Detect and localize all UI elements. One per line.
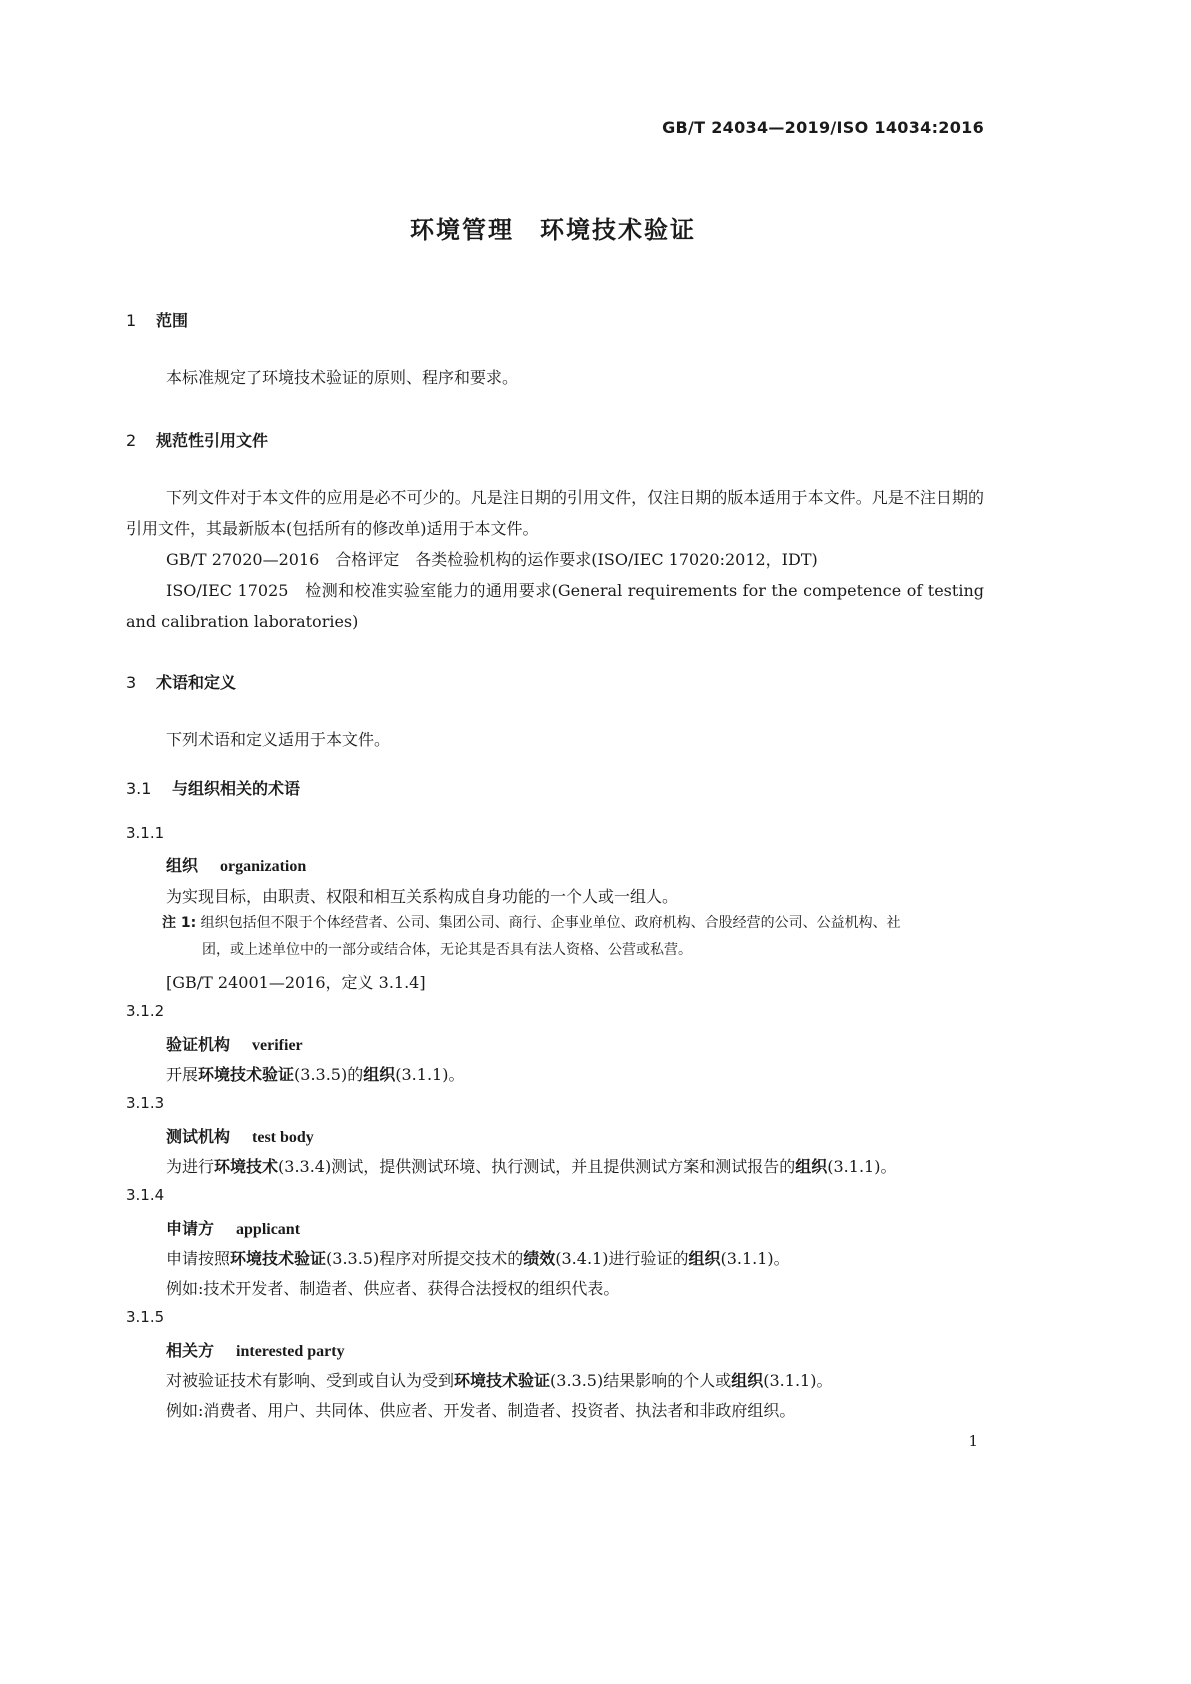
clause-number: 3.1.2: [126, 1002, 165, 1020]
subsection-number: 3.1: [126, 779, 152, 798]
definition-text: 对被验证技术有影响、受到或自认为受到: [166, 1371, 455, 1390]
term-definition: [166, 1154, 984, 1177]
subsection-title: 与组织相关的术语: [172, 779, 301, 798]
definition-text: (3.1.1)。: [395, 1065, 465, 1084]
section-1-paragraph: 本标准规定了环境技术验证的原则、程序和要求。: [166, 368, 519, 387]
clause-number: 3.1.5: [126, 1308, 165, 1326]
cross-ref-term: 环境技术: [214, 1157, 279, 1176]
definition-text: (3.1.1)。: [827, 1157, 897, 1176]
term-zh: 验证机构: [166, 1035, 231, 1054]
term-zh: 申请方: [166, 1219, 215, 1238]
term-en: interested party: [236, 1343, 345, 1360]
clause-number: 3.1.3: [126, 1094, 165, 1112]
term-zh: 相关方: [166, 1341, 215, 1360]
definition-text: 为进行: [166, 1157, 215, 1176]
definition-text: (3.3.5)的: [294, 1065, 364, 1084]
term-source: [GB/T 24001—2016，定义 3.1.4]: [166, 973, 426, 992]
section-title: 范围: [156, 311, 189, 330]
term-example: 例如:消费者、用户、共同体、供应者、开发者、制造者、投资者、执法者和非政府组织。: [166, 1401, 796, 1420]
term-example: 例如:技术开发者、制造者、供应者、获得合法授权的组织代表。: [166, 1279, 620, 1298]
cross-ref-term: 组织: [688, 1249, 721, 1268]
normative-reference-2: ISO/IEC 17025 检测和校准实验室能力的通用要求(General requirements for the competence of testing and calibration laboratories): [126, 581, 984, 631]
section-3-paragraph: 下列术语和定义适用于本文件。: [166, 730, 391, 749]
section-title: 规范性引用文件: [156, 431, 269, 450]
section-2-heading: [126, 428, 268, 451]
term-entry: [166, 1124, 314, 1147]
note-label: 注 1:: [162, 915, 197, 931]
section-2-paragraph: 下列文件对于本文件的应用是必不可少的。凡是注日期的引用文件，仅注日期的版本适用于本文件。凡是不注日期的引用文件，其最新版本(包括所有的修改单)适用于本文件。: [126, 488, 984, 538]
cross-ref-term: 组织: [363, 1065, 396, 1084]
definition-text: (3.1.1)。: [720, 1249, 790, 1268]
term-definition: 为实现目标，由职责、权限和相互关系构成自身功能的一个人或一组人。: [166, 887, 679, 906]
term-en: organization: [220, 858, 307, 875]
section-number: 1: [126, 311, 137, 330]
clause-number: 3.1.4: [126, 1186, 165, 1204]
document-title: 环境管理 环境技术验证: [410, 216, 696, 244]
term-entry: [166, 1338, 345, 1361]
cross-ref-term: 环境技术验证: [454, 1371, 551, 1390]
definition-text: 开展: [166, 1065, 199, 1084]
section-number: 3: [126, 673, 137, 692]
subsection-3-1-heading: [126, 776, 300, 799]
term-zh: 组织: [166, 856, 199, 875]
term-en: applicant: [236, 1221, 301, 1238]
definition-text: (3.1.1)。: [763, 1371, 833, 1390]
normative-reference-1: GB/T 27020—2016 合格评定 各类检验机构的运作要求(ISO/IEC 17020:2012，IDT): [166, 550, 818, 569]
section-1-heading: [126, 308, 188, 331]
cross-ref-term: 绩效: [523, 1249, 556, 1268]
cross-ref-term: 组织: [731, 1371, 764, 1390]
term-entry: [166, 853, 306, 876]
section-3-heading: [126, 670, 236, 693]
clause-number: 3.1.1: [126, 824, 165, 842]
definition-text: (3.4.1)进行验证的: [555, 1249, 689, 1268]
term-entry: [166, 1032, 303, 1055]
term-definition: [166, 1062, 984, 1085]
term-definition: [166, 1246, 984, 1269]
cross-ref-term: 环境技术验证: [198, 1065, 295, 1084]
note-text-line1: 组织包括但不限于个体经营者、公司、集团公司、商行、企事业单位、政府机构、合股经营的公司、公益机构、社: [200, 915, 901, 931]
page-number: 1: [968, 1432, 978, 1450]
note-text-line2: 团，或上述单位中的一部分或结合体，无论其是否具有法人资格、公营或私营。: [202, 942, 692, 958]
term-definition: [166, 1368, 984, 1391]
definition-text: (3.3.5)程序对所提交技术的: [326, 1249, 524, 1268]
term-note: [162, 910, 984, 964]
section-title: 术语和定义: [156, 673, 237, 692]
term-en: test body: [252, 1129, 314, 1146]
section-number: 2: [126, 431, 137, 450]
definition-text: (3.3.4)测试，提供测试环境、执行测试，并且提供测试方案和测试报告的: [278, 1157, 796, 1176]
cross-ref-term: 环境技术验证: [230, 1249, 327, 1268]
term-en: verifier: [252, 1037, 303, 1054]
definition-text: (3.3.5)结果影响的个人或: [550, 1371, 732, 1390]
term-zh: 测试机构: [166, 1127, 231, 1146]
cross-ref-term: 组织: [795, 1157, 828, 1176]
definition-text: 申请按照: [166, 1249, 231, 1268]
standard-number: GB/T 24034—2019/ISO 14034:2016: [662, 118, 984, 137]
term-entry: [166, 1216, 300, 1239]
